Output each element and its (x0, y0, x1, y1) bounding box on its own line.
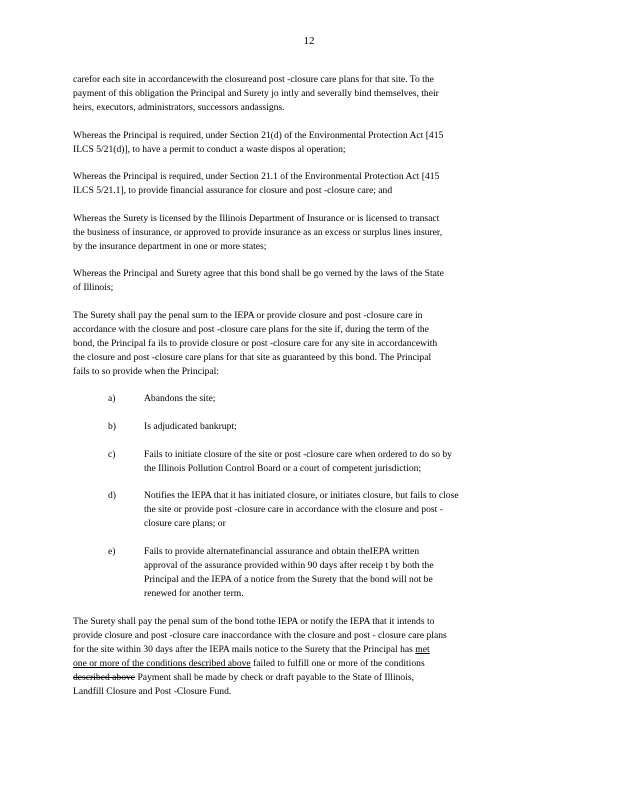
text-line (73, 643, 536, 657)
text-line: provide closure and post -closure care inaccordance with the closure and post - closure care plans (73, 630, 447, 641)
paragraph-obligation (73, 73, 536, 115)
text-line (73, 657, 536, 671)
text-line: the Illinois Pollution Control Board or a court of competent jurisdiction; (144, 463, 422, 474)
text-line (73, 671, 536, 685)
text-line: The Surety shall pay the penal sum of the bond tothe IEPA or notify the IEPA that it intends to (73, 616, 435, 627)
list-item-letter: d) (108, 490, 116, 501)
text-line: the closure and post -closure care plans for that site as guaranteed by this bond. The Principal (73, 352, 432, 363)
text-line: payment of this obligation the Principal and Surety jo intly and severally bind themselves, their (73, 88, 439, 99)
text-run: for the site within 30 days after the IEPA mails notice to the Surety that the Principal has (73, 644, 416, 655)
text-line: closure care plans; or (144, 518, 226, 529)
text-line: Principal and the IEPA of a notice from the Surety that the bond will not be (144, 574, 433, 585)
deleted-text: described above (73, 672, 136, 683)
page-number: 12 (303, 35, 315, 47)
text-run: failed to fulfill one or more of the conditions (250, 658, 425, 669)
text-line: Is adjudicated bankrupt; (144, 421, 237, 432)
text-line: ILCS 5/21.1], to provide financial assurance for closure and post -closure care; and (73, 185, 393, 196)
paragraph-surety-notify (73, 615, 536, 699)
text-line: bond, the Principal fa ils to provide closure or post -closure care for any site in accordancewith (73, 338, 438, 349)
text-line: by the insurance department in one or more states; (73, 241, 267, 252)
inserted-text: one or more of the conditions described above (73, 658, 251, 669)
text-line: Notifies the IEPA that it has initiated closure, or initiates closure, but fails to close (144, 490, 459, 501)
text-line: accordance with the closure and post -closure care plans for the site if, during the term of the (73, 324, 429, 335)
text-line: carefor each site in accordancewith the closureand post -closure care plans for that site. To the (73, 74, 434, 85)
inserted-text: met (415, 644, 430, 655)
list-item-letter: b) (108, 421, 116, 432)
text-line: heirs, executors, administrators, successors andassigns. (73, 102, 285, 113)
text-line: Whereas the Surety is licensed by the Illinois Department of Insurance or is licensed to transact (73, 213, 440, 224)
text-line: Fails to provide alternatefinancial assurance and obtain theIEPA written (144, 546, 420, 557)
text-line: Whereas the Principal is required, under Section 21.1 of the Environmental Protection Act [415 (73, 171, 440, 182)
paragraph-whereas-financial (73, 170, 536, 198)
paragraph-surety-pay (73, 309, 536, 379)
text-run: Payment shall be made by check or draft payable to the State of Illinois, (135, 672, 415, 683)
text-line: the site or provide post -closure care in accordance with the closure and post - (144, 504, 443, 515)
text-line: fails to so provide when the Principal: (73, 366, 220, 377)
text-line: ILCS 5/21(d)], to have a permit to conduct a waste dispos al operation; (73, 144, 346, 155)
paragraph-whereas-permit (73, 129, 536, 157)
text-line: Fails to initiate closure of the site or post -closure care when ordered to do so by (144, 449, 452, 460)
text-line: Whereas the Principal and Surety agree that this bond shall be go verned by the laws of the State (73, 268, 444, 279)
text-line: approval of the assurance provided within 90 days after receip t by both the (144, 560, 434, 571)
paragraph-whereas-surety (73, 212, 536, 254)
paragraph-whereas-laws (73, 267, 536, 295)
text-line: Whereas the Principal is required, under Section 21(d) of the Environmental Protection Act [415 (73, 130, 444, 141)
text-line: The Surety shall pay the penal sum to the IEPA or provide closure and post -closure care in (73, 310, 423, 321)
text-line: Landfill Closure and Post -Closure Fund. (73, 686, 232, 697)
text-line: of Illinois; (73, 282, 114, 293)
list-item-letter: c) (108, 449, 116, 460)
list-item-letter: e) (108, 546, 116, 557)
text-line: the business of insurance, or approved to provide insurance as an excess or surplus lines insurer, (73, 227, 443, 238)
text-line: renewed for another term. (144, 588, 244, 599)
list-item-letter: a) (108, 393, 116, 404)
text-line: Abandons the site; (144, 393, 216, 404)
